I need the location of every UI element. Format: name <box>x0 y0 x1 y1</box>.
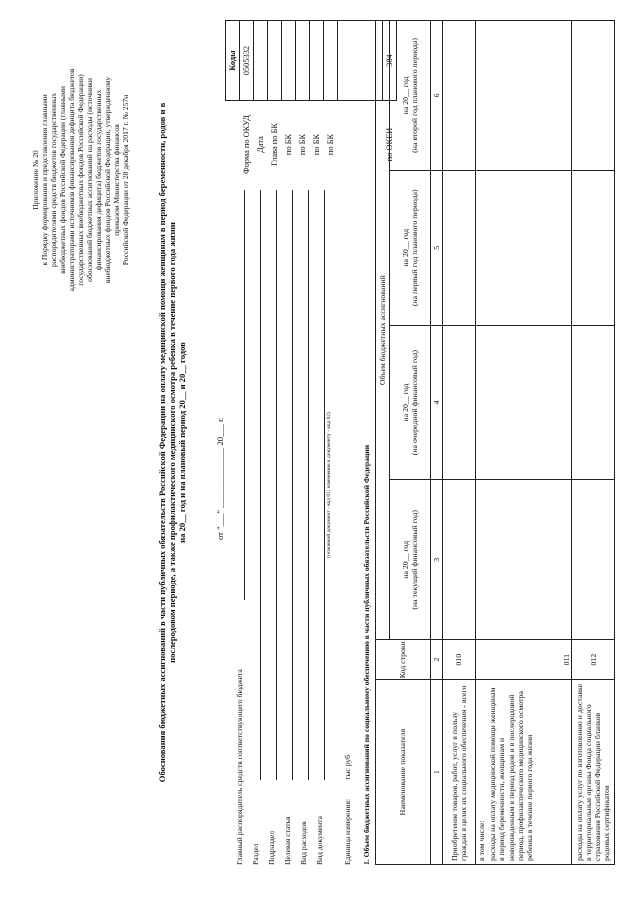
header-name: Наименование показателя <box>376 680 431 865</box>
field-label: Раздел <box>251 843 260 865</box>
field-label: Главный распорядитель средств соответствующего бюджета <box>235 669 244 865</box>
cell-value <box>476 325 572 480</box>
code-label: Дата <box>256 136 265 153</box>
appendix-line: приказом Министерства финансов <box>112 124 121 236</box>
col-number: 4 <box>431 325 443 480</box>
appendix-line: внебюджетных фондов Российской Федерации (главными <box>58 86 67 274</box>
col-number: 3 <box>431 480 443 640</box>
col-number: 1 <box>431 680 443 865</box>
appendix-line: государственных внебюджетных фондов Российской Федерации) <box>76 74 85 286</box>
appendix-line: финансирования дефицита) бюджетов государственных <box>94 89 103 271</box>
unit-value: тыс руб <box>343 755 352 780</box>
title-line-2: послеродовом периоде, а также профилактического медицинского осмотра ребенка в течение первого года жизни <box>167 222 177 663</box>
cell-value <box>443 480 476 640</box>
title-line-3: на 20__ год и на плановый период 20__ и 20__ годов <box>177 342 187 543</box>
section-title: 1. Объем бюджетных ассигнований по социальному обеспечению в части публичных обязательств Российской Федерации <box>362 444 371 865</box>
field-underline <box>244 190 245 600</box>
document-title <box>157 10 187 875</box>
field-label: Целевая статья <box>283 816 292 865</box>
col-number: 2 <box>431 640 443 680</box>
cell-value <box>572 21 615 171</box>
col-number: 5 <box>431 170 443 325</box>
appendix-line: к Порядку формирования и представления главными <box>40 94 49 266</box>
header-plan-year-2: на 20__ год (на второй год планового периода) <box>390 21 431 171</box>
code-label: по ОКЕИ <box>385 127 394 162</box>
appendix-line: Приложение № 20 <box>31 150 40 210</box>
code-bk-value <box>310 21 324 101</box>
title-line-1: Обоснования бюджетных ассигнований в части публичных обязательств Российской Федерации на оплату медицинской помощи женщинам в период беременности, родов и в <box>157 102 167 783</box>
doc-type-note: (основной документ - код 01; изменения к документу - код 02) <box>326 412 332 558</box>
field-label: Подраздел <box>267 831 276 865</box>
row-code: 010 <box>443 640 476 680</box>
table-row <box>476 21 488 865</box>
unit-label: Единица измерения: <box>343 798 352 865</box>
code-okud-value: 0505332 <box>240 21 254 101</box>
header-code: Код строки <box>376 640 431 680</box>
field-underline <box>260 190 261 780</box>
document-page <box>25 10 620 875</box>
row-name: расходы на оплату медицинской помощи женщинам в период беременности, женщинам и новорожденным в период родов и в послеродовой период, профилактического медицинского осмотра ребенка в течение первого года жизни <box>487 680 572 865</box>
appendix-line: Российской Федерации от 28 декабря 2017 г. № 257н <box>121 94 130 266</box>
col-number: 6 <box>431 21 443 171</box>
cell-value <box>476 480 572 640</box>
codes-header: Коды <box>226 21 240 101</box>
code-okei-value: 384 <box>383 21 397 101</box>
budget-table <box>375 20 615 865</box>
header-current-year: на 20__ год (на текущий финансовый год) <box>390 480 431 640</box>
table-row <box>443 21 476 865</box>
header-plan-year-1: на 20__ год (на первый год планового периода) <box>390 170 431 325</box>
code-label: по БК <box>326 133 335 156</box>
header-next-year: на 20__ год (на очередной финансовый год) <box>390 325 431 480</box>
appendix-line: распорядителями средств бюджетов государственных <box>49 92 58 268</box>
header-volume: Объем бюджетных ассигнований <box>376 21 390 640</box>
field-label: Вид расходов <box>299 821 308 865</box>
field-underline <box>308 190 309 780</box>
cell-value <box>572 170 615 325</box>
appendix-line: обоснований бюджетных ассигнований на расходы (источники <box>85 78 94 282</box>
table-row <box>572 21 615 865</box>
cell-value <box>443 170 476 325</box>
appendix-line: администраторами источников финансирования дефицита бюджетов <box>67 68 76 292</box>
code-label: по БК <box>298 133 307 156</box>
cell-value <box>476 21 572 171</box>
code-label: по БК <box>284 133 293 156</box>
code-date-value <box>254 21 268 101</box>
cell-value <box>443 21 476 171</box>
cell-value <box>476 170 572 325</box>
cell-value <box>572 325 615 480</box>
field-label: Вид документа <box>315 816 324 865</box>
row-name: в том числе: <box>476 680 488 865</box>
field-underline <box>276 190 277 780</box>
cell-value <box>572 480 615 640</box>
row-code: 011 <box>476 640 572 680</box>
code-bk-value <box>282 21 296 101</box>
code-bk-value <box>324 21 338 101</box>
appendix-header <box>31 20 130 340</box>
row-name: Приобретение товаров, работ, услуг в пользу граждан в целях их социального обеспечения - всего <box>443 680 476 865</box>
code-bk-value <box>296 21 310 101</box>
date-line: от "___" ______________ 20___ г. <box>215 417 225 540</box>
codes-table <box>225 20 397 185</box>
row-name: расходы на оплату услуг по изготовлению и доставке в территориальные органы Фонда социального страхования Российской Федерации бланков родовых сертификатов <box>572 680 615 865</box>
code-label: по БК <box>312 133 321 156</box>
row-code: 012 <box>572 640 615 680</box>
field-underline <box>292 190 293 780</box>
code-label: Глава по БК <box>270 123 279 166</box>
field-underline <box>324 190 325 780</box>
cell-value <box>443 325 476 480</box>
code-label: Форма по ОКУД <box>242 115 251 175</box>
appendix-line: внебюджетных фондов Российской Федерации, утвержденному <box>103 76 112 284</box>
code-glava-value <box>268 21 282 101</box>
